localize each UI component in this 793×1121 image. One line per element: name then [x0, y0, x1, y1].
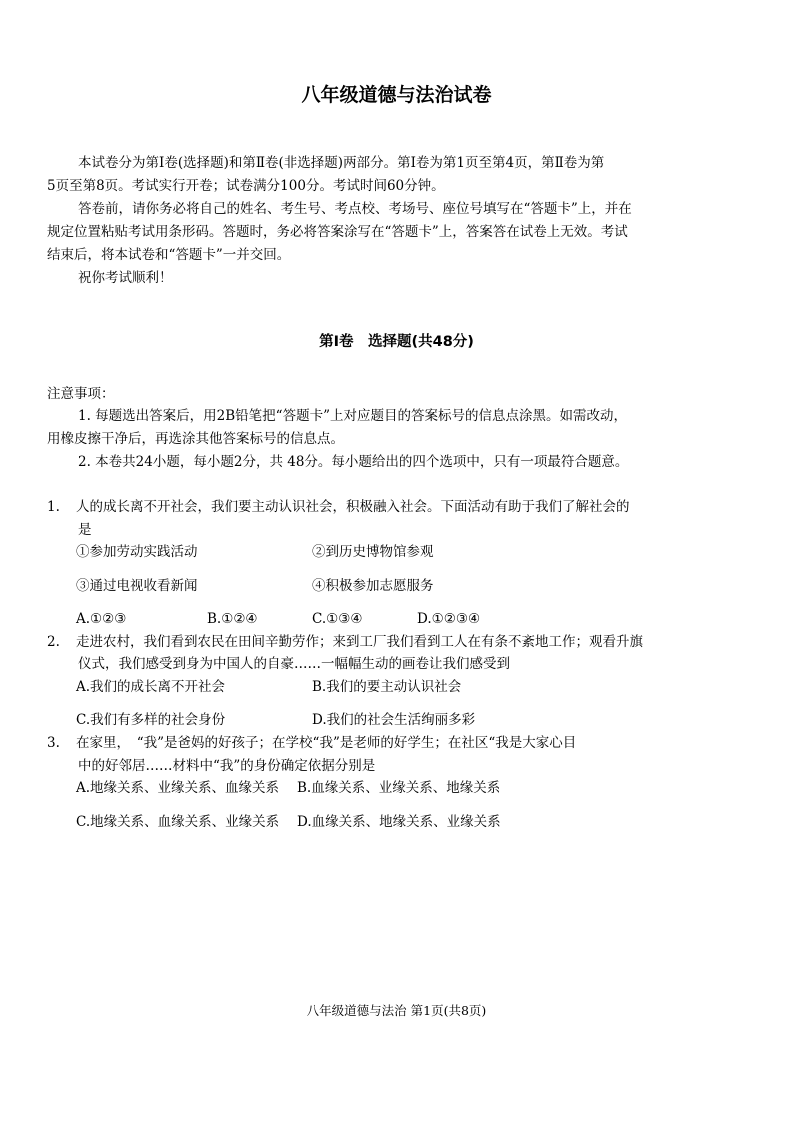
option-a: A.地缘关系、业缘关系、血缘关系 [76, 780, 280, 796]
question-stem: 走进农村，我们看到农民在田间辛勤劳作；来到工厂我们看到工人在有条不紊地工作；观看升旗 [76, 634, 643, 650]
page-footer: 八年级道德与法治 第1页(共8页) [306, 1003, 487, 1018]
option-c: C.我们有多样的社会身份 [76, 712, 226, 728]
note-item: 1. 每题选出答案后，用2B铅笔把“答题卡”上对应题目的答案标号的信息点涂黑。如需改动， [78, 408, 627, 424]
question-stem: 仪式，我们感受到身为中国人的自豪……一幅幅生动的画卷让我们感受到 [78, 656, 510, 672]
option-d: D.血缘关系、地缘关系、业缘关系 [297, 814, 501, 830]
question-number: 3. [47, 735, 60, 751]
intro-line: 结束后，将本试卷和“答题卡”一并交回。 [47, 247, 291, 263]
option-b: B.①②④ [207, 611, 258, 627]
question-stem: 中的好邻居……材料中“我”的身份确定依据分别是 [78, 758, 376, 774]
question-stem: 是 [78, 522, 92, 538]
statement-item: ①参加劳动实践活动 [76, 544, 198, 560]
option-d: D.我们的社会生活绚丽多彩 [312, 712, 476, 728]
question-number: 1. [47, 499, 60, 515]
statement-item: ④积极参加志愿服务 [312, 578, 434, 594]
option-a: A.我们的成长离不开社会 [76, 679, 226, 695]
section-title: 第Ⅰ卷 选择题(共48分) [319, 334, 474, 350]
statement-item: ③通过电视收看新闻 [76, 578, 198, 594]
option-d: D.①②③④ [417, 611, 481, 627]
good-luck-text: 祝你考试顺利！ [78, 270, 173, 286]
option-b: B.血缘关系、业缘关系、地缘关系 [297, 780, 501, 796]
statement-item: ②到历史博物馆参观 [312, 544, 434, 560]
note-item: 用橡皮擦干净后，再选涂其他答案标号的信息点。 [47, 431, 344, 447]
question-number: 2. [47, 634, 60, 650]
page-title: 八年级道德与法治试卷 [301, 84, 492, 106]
intro-line: 答卷前，请你务必将自己的姓名、考生号、考点校、考场号、座位号填写在“答题卡”上，并在 [78, 201, 632, 217]
intro-line: 规定位置粘贴考试用条形码。答题时，务必将答案涂写在“答题卡”上，答案答在试卷上无效。考试 [47, 224, 628, 240]
option-a: A.①②③ [76, 611, 127, 627]
option-b: B.我们的要主动认识社会 [312, 679, 462, 695]
intro-line: 本试卷分为第Ⅰ卷(选择题)和第Ⅱ卷(非选择题)两部分。第Ⅰ卷为第1页至第4页，第Ⅱ卷为第 [78, 155, 605, 171]
intro-line: 5页至第8页。考试实行开卷；试卷满分100分。考试时间60分钟。 [47, 178, 445, 194]
question-stem: 在家里， “我”是爸妈的好孩子；在学校“我”是老师的好学生；在社区“我是大家心目 [76, 735, 577, 751]
note-item: 2. 本卷共24小题，每小题2分，共 48分。每小题给出的四个选项中，只有一项最符合题意。 [78, 454, 629, 470]
notes-heading: 注意事项： [47, 386, 115, 402]
question-stem: 人的成长离不开社会，我们要主动认识社会，积极融入社会。下面活动有助于我们了解社会的 [76, 499, 630, 515]
option-c: C.地缘关系、血缘关系、业缘关系 [76, 814, 280, 830]
option-c: C.①③④ [312, 611, 363, 627]
